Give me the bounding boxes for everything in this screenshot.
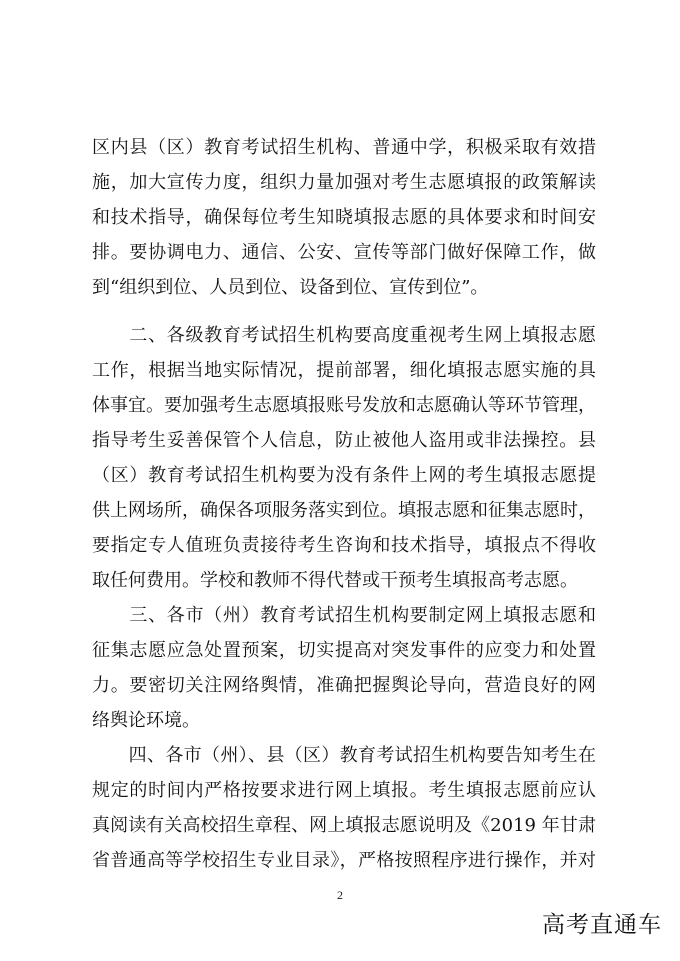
- text-line: 二、各级教育考试招生机构要高度重视考生网上填报志愿: [92, 325, 596, 346]
- text-line: 供上网场所，确保各项服务落实到位。填报志愿和征集志愿时，: [92, 500, 596, 521]
- text-line: 力。要密切关注网络舆情，准确把握舆论导向，营造良好的网: [92, 675, 596, 696]
- text-line: 区内县（区）教育考试招生机构、普通中学，积极采取有效措: [92, 137, 596, 158]
- text-line: 要指定专人值班负责接待考生咨询和技术指导，填报点不得收: [92, 535, 596, 556]
- text-line: （区）教育考试招生机构要为没有条件上网的考生填报志愿提: [92, 465, 596, 486]
- text-line: 取任何费用。学校和教师不得代替或干预考生填报高考志愿。: [92, 570, 578, 591]
- text-line: 络舆论环境。: [92, 710, 200, 731]
- text-line: 真阅读有关高校招生章程、网上填报志愿说明及《2019 年甘肃: [92, 815, 596, 836]
- text-line: 和技术指导，确保每位考生知晓填报志愿的具体要求和时间安: [92, 207, 596, 228]
- watermark-logo-text: 高考直通车: [542, 912, 662, 938]
- text-line: 四、各市（州）、县（区）教育考试招生机构要告知考生在: [92, 745, 596, 766]
- text-line: 排。要协调电力、通信、公安、宣传等部门做好保障工作，做: [92, 242, 596, 263]
- text-line: 工作，根据当地实际情况，提前部署，细化填报志愿实施的具: [92, 360, 596, 381]
- text-line: 施，加大宣传力度，组织力量加强对考生志愿填报的政策解读: [92, 172, 596, 193]
- text-line: 征集志愿应急处置预案，切实提高对突发事件的应变力和处置: [92, 640, 596, 661]
- text-line: 三、各市（州）教育考试招生机构要制定网上填报志愿和: [92, 605, 596, 626]
- text-line: 到“组织到位、人员到位、设备到位、宣传到位”。: [92, 277, 489, 298]
- text-line: 体事宜。要加强考生志愿填报账号发放和志愿确认等环节管理，: [92, 395, 596, 416]
- text-line: 指导考生妥善保管个人信息，防止被他人盗用或非法操控。县: [92, 430, 596, 451]
- page-number: 2: [337, 888, 343, 902]
- text-line: 省普通高等学校招生专业目录》，严格按照程序进行操作，并对: [92, 850, 596, 871]
- text-line: 规定的时间内严格按要求进行网上填报。考生填报志愿前应认: [92, 780, 596, 801]
